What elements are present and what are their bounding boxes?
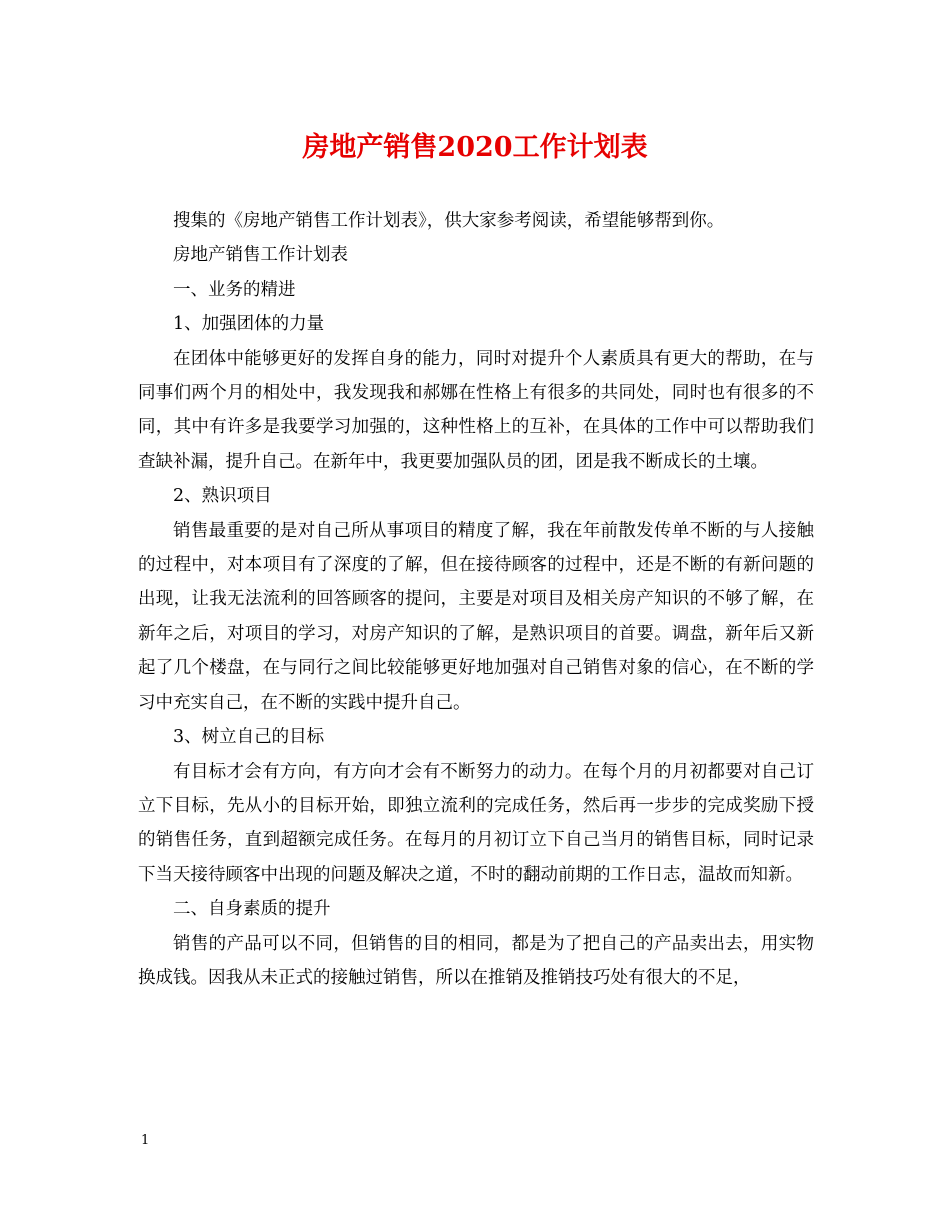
section-heading-2: 二、自身素质的提升 bbox=[173, 899, 331, 920]
body-paragraph-3: 有目标才会有方向，有方向才会有不断努力的动力。在每个月的月初都要对自己订立下目标，先从小的目标开始，即独立流利的完成任务，然后再一步步的完成奖励下授的销售任务，直到超额完成任务。在每月的月初订立下自己当月的销售目标，同时记录下当天接待顾客中出现的问题及解决之道，不时的翻动前期的工作日志，温故而知新。 bbox=[138, 761, 814, 885]
subsection-heading-2: 2、熟识项目 bbox=[173, 486, 272, 507]
document-title: 房地产销售2020工作计划表 bbox=[302, 132, 648, 163]
body-paragraph-2: 销售最重要的是对自己所从事项目的精度了解，我在年前散发传单不断的与人接触的过程中，对本项目有了深度的了解，但在接待顾客的过程中，还是不断的有新问题的出现，让我无法流利的回答顾客的提问，主要是对项目及相关房产知识的不够了解，在新年之后，对项目的学习，对房产知识的了解，是熟识项目的首要。调盘，新年后又新起了几个楼盘，在与同行之间比较能够更好地加强对自己销售对象的信心，在不断的学习中充实自己，在不断的实践中提升自己。 bbox=[138, 520, 814, 713]
intro-paragraph: 搜集的《房地产销售工作计划表》，供大家参考阅读，希望能够帮到你。 bbox=[173, 211, 725, 231]
body-paragraph-1: 在团体中能够更好的发挥自身的能力，同时对提升个人素质具有更大的帮助，在与同事们两个月的相处中，我发现我和郝娜在性格上有很多的共同处，同时也有很多的不同，其中有许多是我要学习加强的，这种性格上的互补，在具体的工作中可以帮助我们查缺补漏，提升自己。在新年中，我更要加强队员的团，团是我不断成长的土壤。 bbox=[138, 348, 814, 472]
subtitle-paragraph: 房地产销售工作计划表 bbox=[173, 245, 348, 266]
subsection-heading-3: 3、树立自己的目标 bbox=[173, 727, 325, 748]
page-number: 1 bbox=[141, 1133, 150, 1148]
body-paragraph-4: 销售的产品可以不同，但销售的目的相同，都是为了把自己的产品卖出去，用实物换成钱。因我从未正式的接触过销售，所以在推销及推销技巧处有很大的不足， bbox=[138, 933, 814, 988]
subsection-heading-1: 1、加强团体的力量 bbox=[173, 314, 325, 335]
document-body bbox=[138, 204, 814, 995]
section-heading-1: 一、业务的精进 bbox=[173, 279, 296, 300]
